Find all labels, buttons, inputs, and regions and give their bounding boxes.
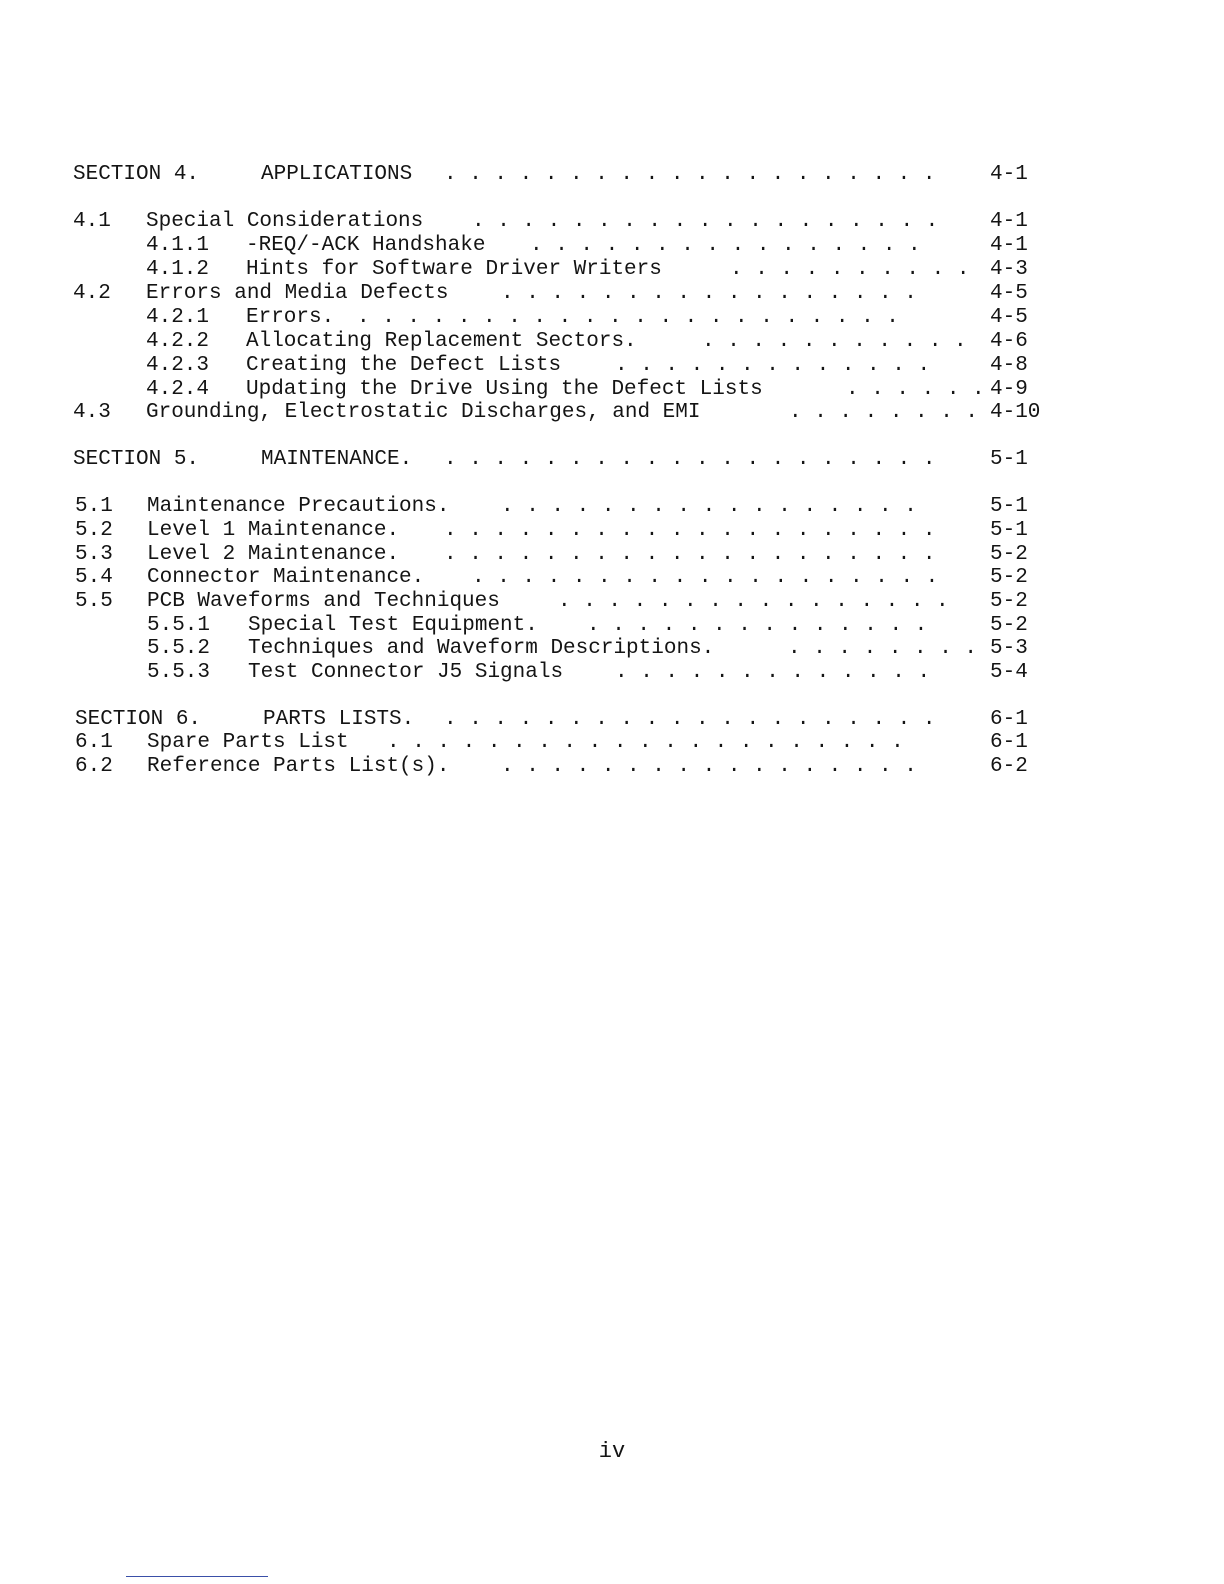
section-number: SECTION 6. [75, 708, 202, 731]
dot-leader: . . . . . . . . . . . . . . . . . . . . . . [357, 306, 899, 329]
entry-number: 4.1.1 [146, 234, 210, 257]
entry-title: Allocating Replacement Sectors. [246, 330, 637, 353]
page-ref: 5-2 [990, 590, 1028, 613]
toc-entry-5-2 [0, 518, 1028, 544]
entry-title: -REQ/-ACK Handshake [246, 234, 486, 257]
page-ref: 4-6 [990, 330, 1028, 353]
entry-title: Grounding, Electrostatic Discharges, and EMI [146, 401, 701, 424]
dot-leader: . . . . . . . . . . . . . . . . . . . . . [387, 731, 904, 754]
dot-leader: . . . . . . . . . . . . . . . . . . . [472, 210, 939, 233]
entry-number: 5.5.3 [147, 661, 211, 684]
toc-entry-5-5 [0, 589, 1028, 615]
entry-title: Special Considerations [146, 210, 424, 233]
page-number: iv [598, 1439, 626, 1464]
entry-number: 4.1.2 [146, 258, 210, 281]
dot-leader: . . . . . . . . . . . . . . . . . . . . [444, 448, 936, 471]
toc-entry-4-1-2 [0, 257, 1028, 283]
toc-entry-4-1 [0, 209, 1028, 235]
toc-entry-6-2 [0, 754, 1028, 780]
dot-leader: . . . . . . . . . . . . . . . . . [501, 282, 917, 305]
page-ref: 4-1 [990, 163, 1028, 186]
entry-number: 4.2.2 [146, 330, 210, 353]
entry-title: Errors. [246, 306, 335, 329]
entry-number: 5.3 [75, 543, 113, 566]
entry-number: 4.2.3 [146, 354, 210, 377]
toc-entry-4-1-1 [0, 233, 1028, 259]
page-ref: 4-5 [990, 282, 1028, 305]
page-ref: 4-5 [990, 306, 1028, 329]
section-title: APPLICATIONS [261, 163, 413, 186]
page-ref: 6-1 [990, 731, 1028, 754]
entry-number: 4.3 [73, 401, 111, 424]
page-ref: 4-1 [990, 234, 1028, 257]
page-ref: 5-1 [990, 495, 1028, 518]
dot-leader: . . . . . . . . . . . . . . . . . . . [472, 566, 939, 589]
dot-leader: . . . . . . . . . . [730, 258, 970, 281]
entry-number: 6.2 [75, 755, 113, 778]
entry-number: 5.5 [75, 590, 113, 613]
entry-title: Level 2 Maintenance. [147, 543, 400, 566]
entry-title: Connector Maintenance. [147, 566, 425, 589]
section-number: SECTION 5. [73, 448, 200, 471]
page-ref: 5-3 [990, 637, 1028, 660]
entry-title: Maintenance Precautions. [147, 495, 450, 518]
page-ref: 5-2 [990, 614, 1028, 637]
entry-number: 6.1 [75, 731, 113, 754]
page-ref: 5-2 [990, 566, 1028, 589]
toc-entry-6-1 [0, 730, 1028, 756]
dot-leader: . . . . . . . . . . . [702, 330, 967, 353]
entry-number: 4.2.1 [146, 306, 210, 329]
dot-leader: . . . . . . . . . . . . . [615, 661, 931, 684]
dot-leader: . . . . . . . . . . . . . [615, 354, 931, 377]
entry-title: Techniques and Waveform Descriptions. [248, 637, 715, 660]
entry-title: Errors and Media Defects [146, 282, 449, 305]
toc-entry-4-3 [0, 400, 1041, 426]
dot-leader: . . . . . . . . . . . . . . . . . . . . [444, 163, 936, 186]
dot-leader: . . . . . . [846, 378, 985, 401]
toc-entry-4-2-1 [0, 305, 1028, 331]
entry-title: Test Connector J5 Signals [248, 661, 564, 684]
dot-leader: . . . . . . . . [788, 637, 978, 660]
page-ref: 4-10 [990, 401, 1041, 424]
entry-title: Special Test Equipment. [248, 614, 538, 637]
toc-entry-5-5-2 [0, 636, 1028, 662]
dot-leader: . . . . . . . . [789, 401, 979, 424]
dot-leader: . . . . . . . . . . . . . . . . . [501, 495, 917, 518]
entry-number: 4.2.4 [146, 378, 210, 401]
page-ref: 4-8 [990, 354, 1028, 377]
dot-leader: . . . . . . . . . . . . . . . . . . . . [444, 519, 936, 542]
dot-leader: . . . . . . . . . . . . . . . . [558, 590, 949, 613]
toc-entry-5-4 [0, 565, 1028, 591]
dot-leader: . . . . . . . . . . . . . . . . . . . . [444, 543, 936, 566]
entry-title: PCB Waveforms and Techniques [147, 590, 500, 613]
page-ref: 4-9 [990, 378, 1028, 401]
page-ref: 4-1 [990, 210, 1028, 233]
toc-entry-5-5-3 [0, 660, 1028, 686]
page-ref: 6-2 [990, 755, 1028, 778]
dot-leader: . . . . . . . . . . . . . . . . [530, 234, 921, 257]
entry-number: 5.2 [75, 519, 113, 542]
page-ref: 6-1 [990, 708, 1028, 731]
toc-entry-4-2-2 [0, 329, 1028, 355]
dot-leader: . . . . . . . . . . . . . . . . . . . . [444, 708, 936, 731]
entry-title: Creating the Defect Lists [246, 354, 562, 377]
entry-number: 5.5.1 [147, 614, 211, 637]
section-title: PARTS LISTS. [263, 708, 415, 731]
entry-number: 5.1 [75, 495, 113, 518]
page-ref: 5-1 [990, 448, 1028, 471]
toc-entry-section-4 [0, 162, 1028, 188]
dot-leader: . . . . . . . . . . . . . . . . . [501, 755, 917, 778]
page-ref: 5-2 [990, 543, 1028, 566]
page-ref: 5-1 [990, 519, 1028, 542]
toc-entry-5-1 [0, 494, 1028, 520]
footer-rule [126, 1576, 268, 1577]
entry-title: Level 1 Maintenance. [147, 519, 400, 542]
entry-number: 4.1 [73, 210, 111, 233]
toc-entry-4-2-3 [0, 353, 1028, 379]
entry-number: 4.2 [73, 282, 111, 305]
entry-title: Updating the Drive Using the Defect Lists [246, 378, 763, 401]
entry-title: Hints for Software Driver Writers [246, 258, 662, 281]
section-title: MAINTENANCE. [261, 448, 413, 471]
entry-title: Reference Parts List(s). [147, 755, 450, 778]
toc-entry-4-2 [0, 281, 1028, 307]
toc-entry-section-5 [0, 447, 1028, 473]
entry-number: 5.4 [75, 566, 113, 589]
dot-leader: . . . . . . . . . . . . . . [587, 614, 928, 637]
entry-number: 5.5.2 [147, 637, 211, 660]
page-ref: 5-4 [990, 661, 1028, 684]
section-number: SECTION 4. [73, 163, 200, 186]
entry-title: Spare Parts List [147, 731, 349, 754]
page-ref: 4-3 [990, 258, 1028, 281]
